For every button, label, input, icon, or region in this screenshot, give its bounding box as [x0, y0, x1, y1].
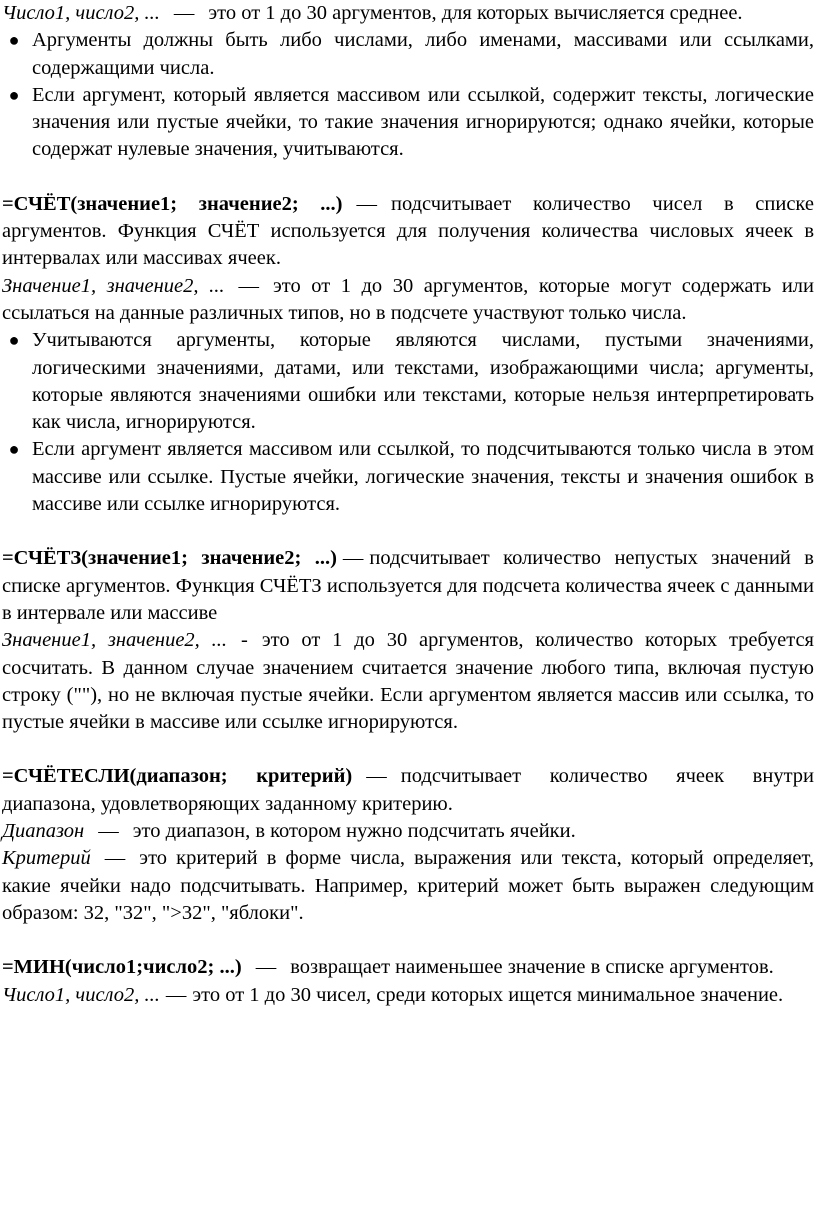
avg-bullet-1: ● Аргументы должны быть либо числами, либо именами, массивами или ссылками, содержащими числа.: [2, 27, 814, 82]
bullet-icon: ●: [8, 30, 20, 51]
counta-args-paragraph: [2, 627, 814, 736]
min-args-paragraph: [2, 982, 814, 1009]
min-arg-term: Число1, число2, ...: [2, 983, 160, 1006]
bullet-icon: ●: [8, 330, 20, 351]
countif-range-paragraph: [2, 818, 814, 845]
avg-arg-term: Число1, число2, ...: [2, 2, 160, 24]
countif-crit-term: Критерий: [2, 847, 91, 870]
spacer: [2, 927, 814, 954]
count-desc: подсчитывает количество чисел в списке аргументов. Функция СЧЁТ используется для получения количества числовых ячеек в интервалах или массивах ячеек.: [2, 192, 814, 270]
countif-range-term: Диапазон: [2, 820, 85, 843]
count-arg-dash: —: [238, 274, 259, 297]
count-definition: [2, 191, 814, 273]
counta-dash: —: [342, 547, 364, 570]
counta-formula: =СЧЁТЗ(значение1; значение2; ...): [2, 547, 337, 570]
countif-definition: [2, 763, 814, 818]
avg-arg-dash: —: [173, 2, 195, 24]
count-arg-desc: это от 1 до 30 аргументов, которые могут содержать или ссылаться на данные различных типов, но в подсчете участвуют только числа.: [2, 274, 814, 324]
count-formula: =СЧЁТ(значение1; значение2; ...): [2, 192, 343, 215]
counta-arg-desc: это от 1 до 30 аргументов, количество которых требуется сосчитать. В данном случае значением считается значение любого типа, включая пустую строку (""), но не включая пустые ячейки. Если аргументом является массив или ссылка, то пустые ячейки в массиве или ссылке игнорируются.: [2, 629, 814, 734]
countif-dash: —: [366, 765, 387, 788]
count-bullet-1: ● Учитываются аргументы, которые являются числами, пустыми значениями, логическими значениями, датами, или текстами, изображающими числа; аргументы, которые являются значениями ошибки или текстами, которые нельзя интерпретировать как числа, игнорируются.: [2, 327, 814, 436]
countif-range-dash: —: [98, 820, 119, 843]
count-arg-term: Значение1, значение2, ...: [2, 274, 225, 297]
count-args-paragraph: [2, 273, 814, 328]
spacer: [2, 164, 814, 191]
avg-arg-desc: это от 1 до 30 аргументов, для которых вычисляется среднее.: [208, 2, 743, 24]
avg-args-paragraph: [2, 0, 814, 27]
countif-range-desc: это диапазон, в котором нужно подсчитать ячейки.: [132, 820, 576, 843]
count-bullet-list: [2, 327, 814, 518]
countif-desc: подсчитывает количество ячеек внутри диапазона, удовлетворяющих заданному критерию.: [2, 765, 815, 815]
countif-crit-dash: —: [104, 847, 126, 870]
spacer: [2, 518, 814, 545]
min-desc: возвращает наименьшее значение в списке аргументов.: [290, 956, 774, 979]
counta-desc: подсчитывает количество непустых значений в списке аргументов. Функция СЧЁТЗ используется для подсчета количества ячеек с данными в интервале или массиве: [2, 547, 814, 624]
min-definition: [2, 954, 814, 981]
min-dash: —: [255, 956, 277, 979]
counta-arg-term: Значение1, значение2, ...: [2, 629, 227, 652]
bullet-icon: ●: [8, 439, 20, 460]
bullet-icon: ●: [8, 84, 20, 105]
min-arg-dash: —: [165, 983, 187, 1006]
avg-bullet-list: [2, 27, 814, 163]
min-arg-desc: это от 1 до 30 чисел, среди которых ищется минимальное значение.: [192, 983, 784, 1006]
avg-bullet-2: ● Если аргумент, который является массивом или ссылкой, содержит тексты, логические значения или пустые ячейки, то такие значения игнорируются; однако ячейки, которые содержат нулевые значения, учитываются.: [2, 82, 814, 164]
count-bullet-2: ● Если аргумент является массивом или ссылкой, то подсчитываются только числа в этом массиве или ссылке. Пустые ячейки, логические значения, тексты и значения ошибок в массиве или ссылке игнорируются.: [2, 436, 814, 518]
spacer: [2, 736, 814, 763]
min-formula: =МИН(число1;число2; ...): [2, 956, 242, 979]
countif-formula: =СЧЁТЕСЛИ(диапазон; критерий): [2, 765, 353, 788]
countif-crit-desc: это критерий в форме числа, выражения или текста, который определяет, какие ячейки надо подсчитывать. Например, критерий может быть выражен следующим образом: 32, "32", ">32", "яблоки".: [2, 847, 814, 924]
counta-arg-dash: -: [241, 629, 248, 652]
counta-definition: [2, 545, 814, 627]
count-dash: —: [356, 192, 377, 215]
countif-criterion-paragraph: [2, 845, 814, 927]
